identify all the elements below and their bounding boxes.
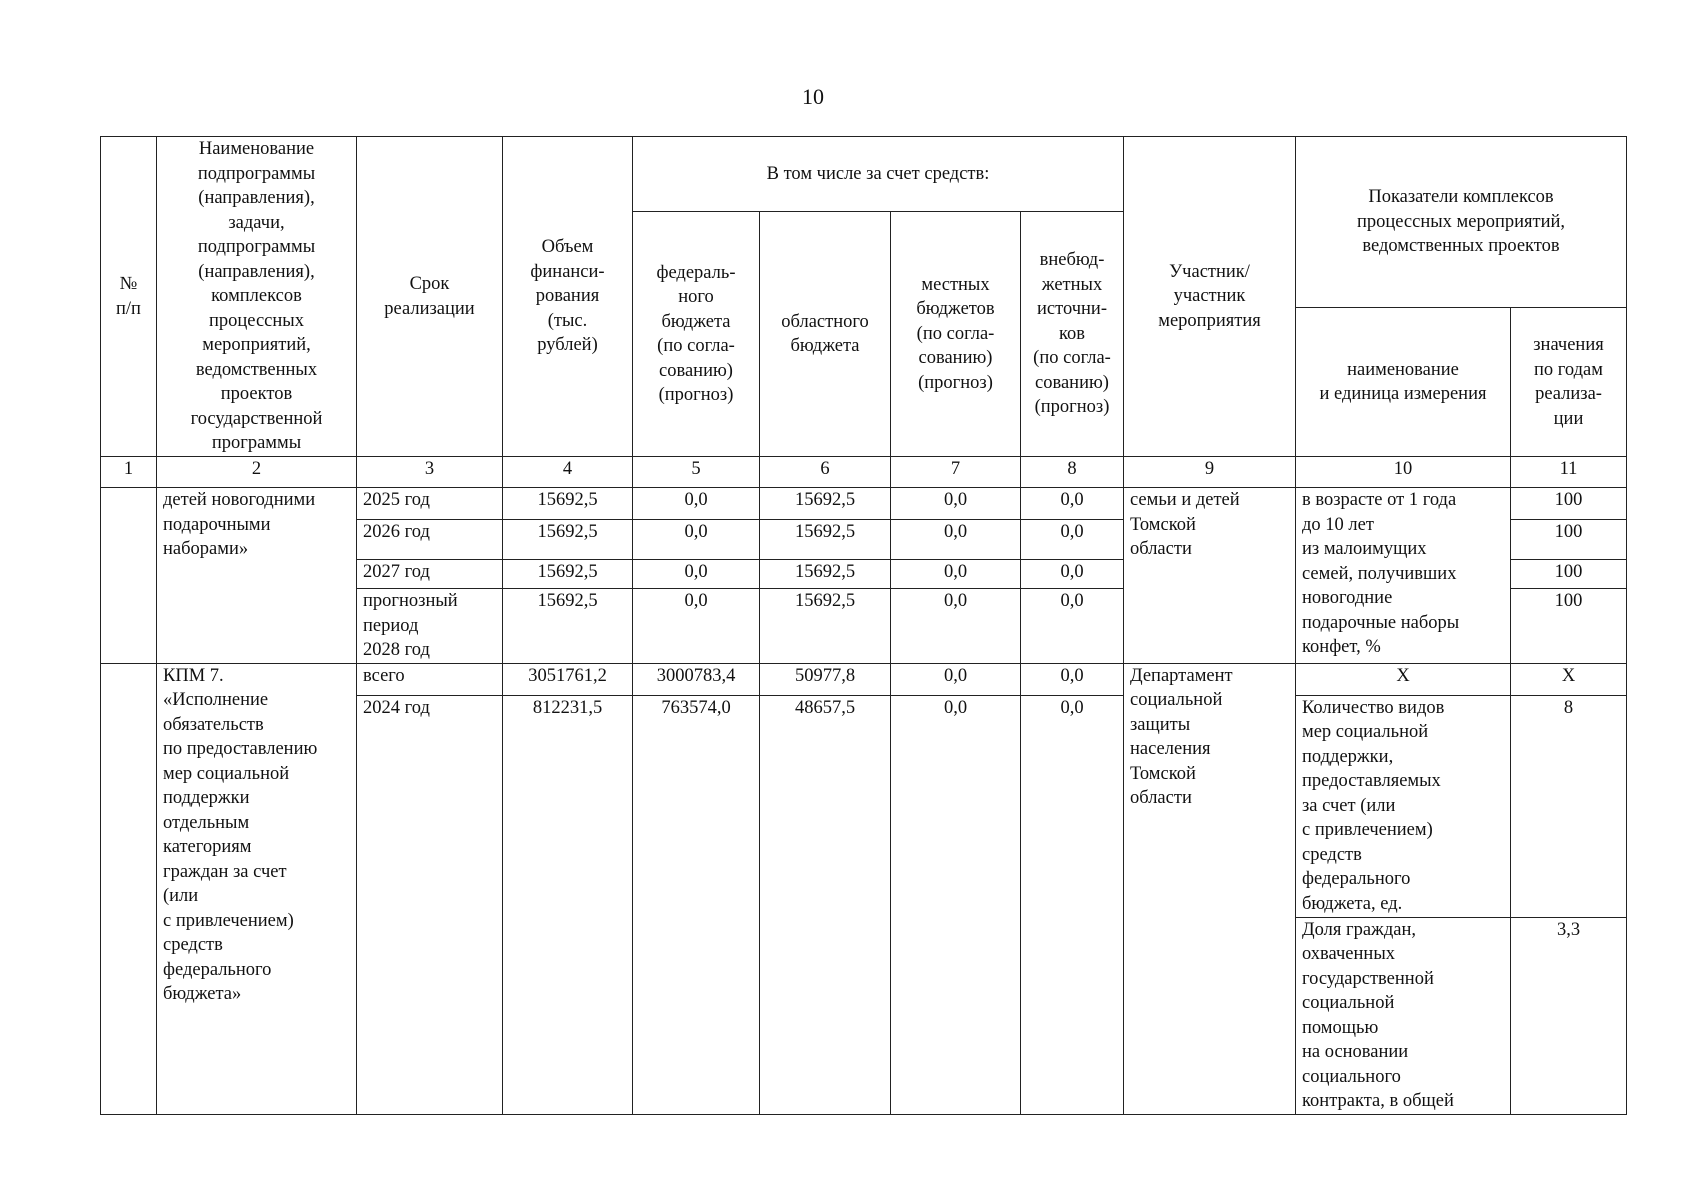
indicator-value-cell: 100 bbox=[1511, 560, 1627, 589]
indicator-name-cell: Доля граждан, охваченных государственной социальной помощью на основании социального контракта, в общей bbox=[1296, 917, 1511, 1114]
header-name: Наименование подпрограммы (направления), задачи, подпрограммы (направления), комплексов процессных мероприятий, ведомственных проектов государственной программы bbox=[157, 137, 357, 457]
local-cell: 0,0 bbox=[891, 488, 1021, 520]
header-total: Объем финанси- рования (тыс. рублей) bbox=[503, 137, 633, 457]
total-cell: 3051761,2 bbox=[503, 663, 633, 695]
header-local: местных бюджетов (по согла- сованию) (прогноз) bbox=[891, 212, 1021, 457]
header-extrabudget: внебюд- жетных источни- ков (по согла- сованию) (прогноз) bbox=[1021, 212, 1124, 457]
extrabudget-cell: 0,0 bbox=[1021, 488, 1124, 520]
regional-cell: 15692,5 bbox=[760, 488, 891, 520]
indicator-name-cell: Количество видов мер социальной поддержки, предоставляемых за счет (или с привлечением) средств федерального бюджета, ед. bbox=[1296, 695, 1511, 917]
column-number: 11 bbox=[1511, 457, 1627, 488]
header-regional: областного бюджета bbox=[760, 212, 891, 457]
indicator-value-cell: 100 bbox=[1511, 589, 1627, 664]
column-number: 5 bbox=[633, 457, 760, 488]
header-indicator-values: значения по годам реализа- ции bbox=[1511, 308, 1627, 457]
local-cell: 0,0 bbox=[891, 663, 1021, 695]
table-row bbox=[101, 663, 1627, 695]
header-number: № п/п bbox=[101, 137, 157, 457]
activity-name: детей новогодними подарочными наборами» bbox=[157, 488, 357, 664]
header-indicator-name: наименование и единица измерения bbox=[1296, 308, 1511, 457]
indicator-value-cell: 8 bbox=[1511, 695, 1627, 917]
total-cell: 15692,5 bbox=[503, 488, 633, 520]
period-cell: прогнозный период 2028 год bbox=[357, 589, 503, 664]
participant-cell: семьи и детей Томской области bbox=[1124, 488, 1296, 664]
header-funds-group: В том числе за счет средств: bbox=[633, 137, 1124, 212]
indicator-name-cell: в возрасте от 1 года до 10 лет из малоимущих семей, получивших новогодние подарочные наборы конфет, % bbox=[1296, 488, 1511, 664]
participant-cell: Департамент социальной защиты населения Томской области bbox=[1124, 663, 1296, 1114]
local-cell: 0,0 bbox=[891, 560, 1021, 589]
extrabudget-cell: 0,0 bbox=[1021, 560, 1124, 589]
header-federal: федераль- ного бюджета (по согла- сованию) (прогноз) bbox=[633, 212, 760, 457]
header-participant: Участник/ участник мероприятия bbox=[1124, 137, 1296, 457]
period-cell: 2027 год bbox=[357, 560, 503, 589]
column-number: 2 bbox=[157, 457, 357, 488]
indicator-value-cell: X bbox=[1511, 663, 1627, 695]
federal-cell: 0,0 bbox=[633, 560, 760, 589]
extrabudget-cell: 0,0 bbox=[1021, 520, 1124, 560]
column-number: 10 bbox=[1296, 457, 1511, 488]
total-cell: 15692,5 bbox=[503, 560, 633, 589]
regional-cell: 15692,5 bbox=[760, 560, 891, 589]
period-cell: 2026 год bbox=[357, 520, 503, 560]
column-number: 6 bbox=[760, 457, 891, 488]
federal-cell: 0,0 bbox=[633, 520, 760, 560]
local-cell: 0,0 bbox=[891, 695, 1021, 1114]
regional-cell: 48657,5 bbox=[760, 695, 891, 1114]
activity-name: КПМ 7. «Исполнение обязательств по предоставлению мер социальной поддержки отдельным категориям граждан за счет (или с привлечением) средств федерального бюджета» bbox=[157, 663, 357, 1114]
regional-cell: 15692,5 bbox=[760, 589, 891, 664]
extrabudget-cell: 0,0 bbox=[1021, 589, 1124, 664]
column-number: 7 bbox=[891, 457, 1021, 488]
header-period: Срок реализации bbox=[357, 137, 503, 457]
indicator-value-cell: 100 bbox=[1511, 520, 1627, 560]
federal-cell: 0,0 bbox=[633, 589, 760, 664]
total-cell: 15692,5 bbox=[503, 520, 633, 560]
period-cell: всего bbox=[357, 663, 503, 695]
period-cell: 2024 год bbox=[357, 695, 503, 1114]
federal-cell: 763574,0 bbox=[633, 695, 760, 1114]
column-numbers-row bbox=[101, 457, 1627, 488]
row-number-cell bbox=[101, 663, 157, 1114]
regional-cell: 15692,5 bbox=[760, 520, 891, 560]
column-number: 1 bbox=[101, 457, 157, 488]
indicator-value-cell: 100 bbox=[1511, 488, 1627, 520]
row-number-cell bbox=[101, 488, 157, 664]
regional-cell: 50977,8 bbox=[760, 663, 891, 695]
period-cell: 2025 год bbox=[357, 488, 503, 520]
total-cell: 15692,5 bbox=[503, 589, 633, 664]
header-indicators-group: Показатели комплексов процессных мероприятий, ведомственных проектов bbox=[1296, 137, 1627, 308]
table-row bbox=[101, 488, 1627, 520]
extrabudget-cell: 0,0 bbox=[1021, 663, 1124, 695]
column-number: 8 bbox=[1021, 457, 1124, 488]
column-number: 4 bbox=[503, 457, 633, 488]
local-cell: 0,0 bbox=[891, 520, 1021, 560]
federal-cell: 3000783,4 bbox=[633, 663, 760, 695]
local-cell: 0,0 bbox=[891, 589, 1021, 664]
column-number: 9 bbox=[1124, 457, 1296, 488]
federal-cell: 0,0 bbox=[633, 488, 760, 520]
total-cell: 812231,5 bbox=[503, 695, 633, 1114]
indicator-value-cell: 3,3 bbox=[1511, 917, 1627, 1114]
indicator-name-cell: X bbox=[1296, 663, 1511, 695]
extrabudget-cell: 0,0 bbox=[1021, 695, 1124, 1114]
page-number: 10 bbox=[802, 84, 824, 109]
column-number: 3 bbox=[357, 457, 503, 488]
program-table bbox=[100, 136, 1627, 1115]
